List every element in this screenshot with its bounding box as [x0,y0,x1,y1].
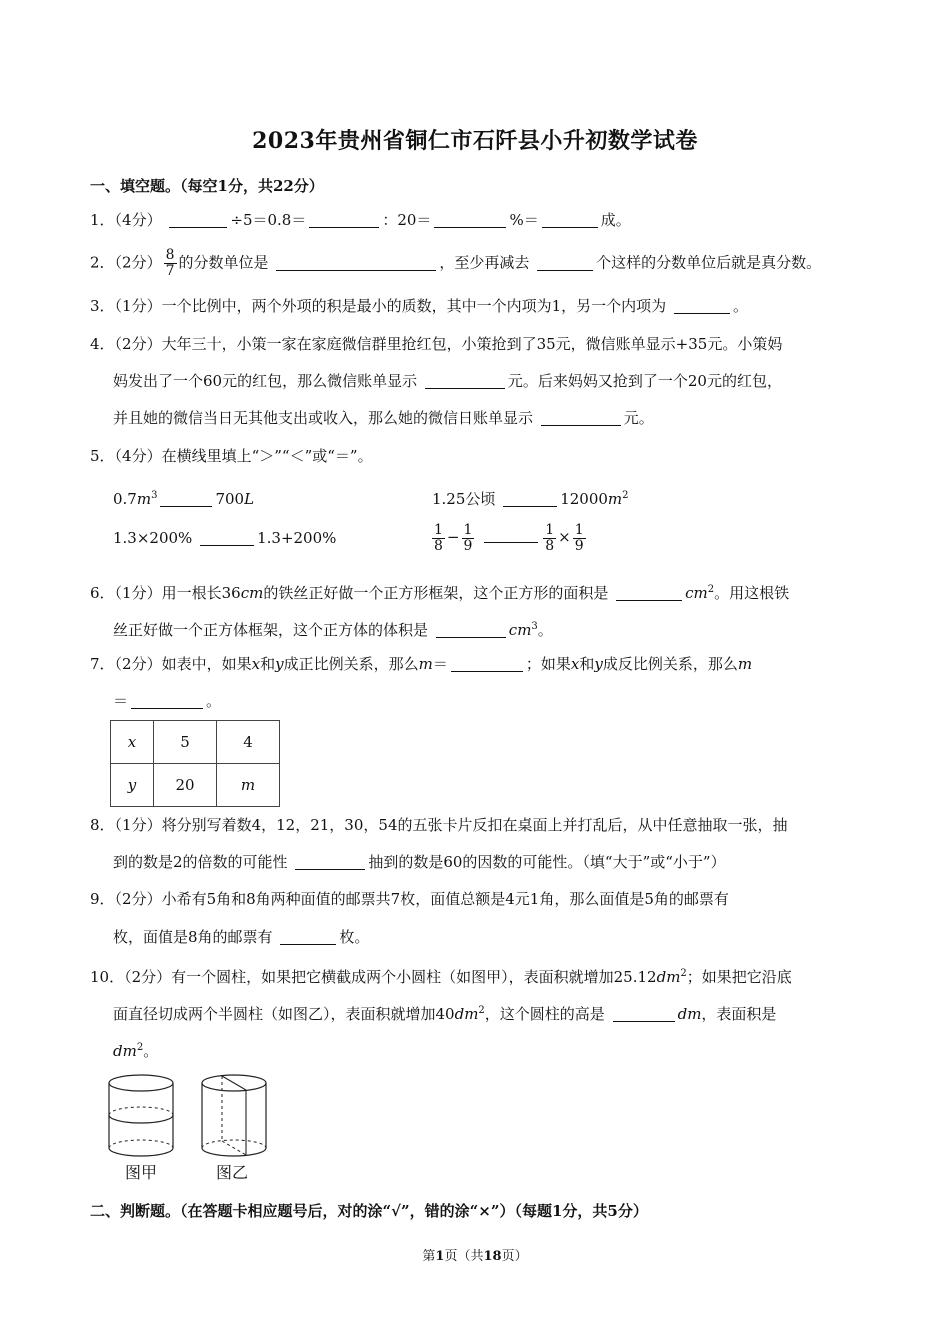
answer-blank[interactable] [160,490,212,507]
answer-blank[interactable] [484,534,538,543]
question-10-line-3: $dm^2$。 [113,1042,159,1060]
question-6-line-2: 丝正好做一个正方体框架，这个正方体的体积是 $cm^3$。 [113,621,553,639]
question-8: 8．（1分）将分别写着数4，12，21，30，54的五张卡片反扣在桌面上并打乱后，从中任意抽取一张，抽 [90,816,788,834]
table-cell: 5 [154,721,217,764]
question-6: 6．（1分）用一根长36cm的铁丝正好做一个正方形框架，这个正方形的面积是 $cm^2$。用这根铁 [90,584,790,602]
answer-blank[interactable] [169,211,227,228]
table-cell: m [217,764,280,807]
question-8-line-2: 到的数是2的倍数的可能性 抽到的数是60的因数的可能性。（填“大于”或“小于”） [113,853,726,871]
answer-blank[interactable] [674,297,730,314]
answer-blank[interactable] [280,928,336,945]
answer-blank[interactable] [542,211,598,228]
question-4: 4．（2分）大年三十，小策一家在家庭微信群里抢红包，小策抢到了35元，微信账单显示+35元。小策妈 [90,335,783,353]
compare-b: 1.25公顷 $12000m^2$ [432,490,629,508]
question-4-line-3: 并且她的微信当日无其他支出或收入，那么她的微信日账单显示 元。 [113,409,654,427]
question-7-line-2: ＝ 。 [113,692,222,710]
answer-blank[interactable] [613,1005,675,1022]
question-7: 7．（2分）如表中，如果x和y成正比例关系，那么m＝ ；如果x和y成反比例关系，那么m [90,655,753,673]
question-10: 10．（2分）有一个圆柱，如果把它横截成两个小圆柱（如图甲），表面积就增加$25.12dm^2$；如果把它沿底 [90,968,792,986]
page-title: 2023年贵州省铜仁市石阡县小升初数学试卷 [252,128,698,154]
question-9-line-2: 枚，面值是8角的邮票有 枚。 [113,928,370,946]
page-footer: 第1页（共18页） [422,1249,528,1264]
answer-blank[interactable] [425,372,505,389]
question-3: 3．（1分）一个比例中，两个外项的积是最小的质数，其中一个内项为1，另一个内项为 。 [90,297,748,315]
compare-d: $\frac{1}{8}$ − $\frac{1}{9}$ $\frac{1}{8}$ × $\frac{1}{9}$ [434,521,584,554]
compare-c: 1.3×200% 1.3+200% [113,529,337,547]
figure-a-caption: 图甲 [125,1163,158,1182]
answer-blank[interactable] [537,254,593,271]
answer-blank[interactable] [131,692,203,709]
figure-b-caption: 图乙 [216,1163,249,1182]
answer-blank[interactable] [503,490,557,507]
answer-blank[interactable] [541,409,621,426]
answer-blank[interactable] [436,621,506,638]
section-heading-fill-blank: 一、填空题。（每空1分，共22分） [90,177,324,195]
answer-blank[interactable] [434,211,506,228]
question-10-line-2: 面直径切成两个半圆柱（如图乙），表面积就增加$40dm^2$，这个圆柱的高是 dm，表面积是 [113,1005,777,1023]
table-row [111,721,280,764]
fraction: $\frac{8}{7}$ [165,247,175,279]
question-9: 9．（2分）小希有5角和8角两种面值的邮票共7枚，面值总额是4元1角，那么面值是5角的邮票有 [90,890,729,908]
section-heading-true-false: 二、判断题。（在答题卡相应题号后，对的涂“√”，错的涂“×”）（每题1分，共5分） [90,1202,648,1220]
proportion-table [110,720,280,807]
cylinder-figure-a [105,1072,185,1162]
compare-a: $0.7m^3$ 700L [113,490,255,508]
table-cell: x [111,721,154,764]
table-cell: 20 [154,764,217,807]
question-1: 1．（4分） ÷5＝0.8＝ ：20＝ %＝ 成。 [90,211,631,229]
question-5: 5．（4分）在横线里填上“＞”“＜”或“＝”。 [90,447,373,465]
answer-blank[interactable] [309,211,379,228]
answer-blank[interactable] [276,254,436,271]
question-4-line-2: 妈发出了一个60元的红包，那么微信账单显示 元。后来妈妈又抢到了一个20元的红包， [113,372,782,390]
answer-blank[interactable] [451,655,523,672]
question-2: 2．（2分） $\frac{8}{7}$ 的分数单位是 ，至少再减去 个这样的分数单位后就是真分数。 [90,247,822,279]
answer-blank[interactable] [200,529,254,546]
table-cell: 4 [217,721,280,764]
table-cell: y [111,764,154,807]
table-row [111,764,280,807]
answer-blank[interactable] [295,853,365,870]
answer-blank[interactable] [616,584,682,601]
cylinder-figure-b [196,1072,276,1162]
